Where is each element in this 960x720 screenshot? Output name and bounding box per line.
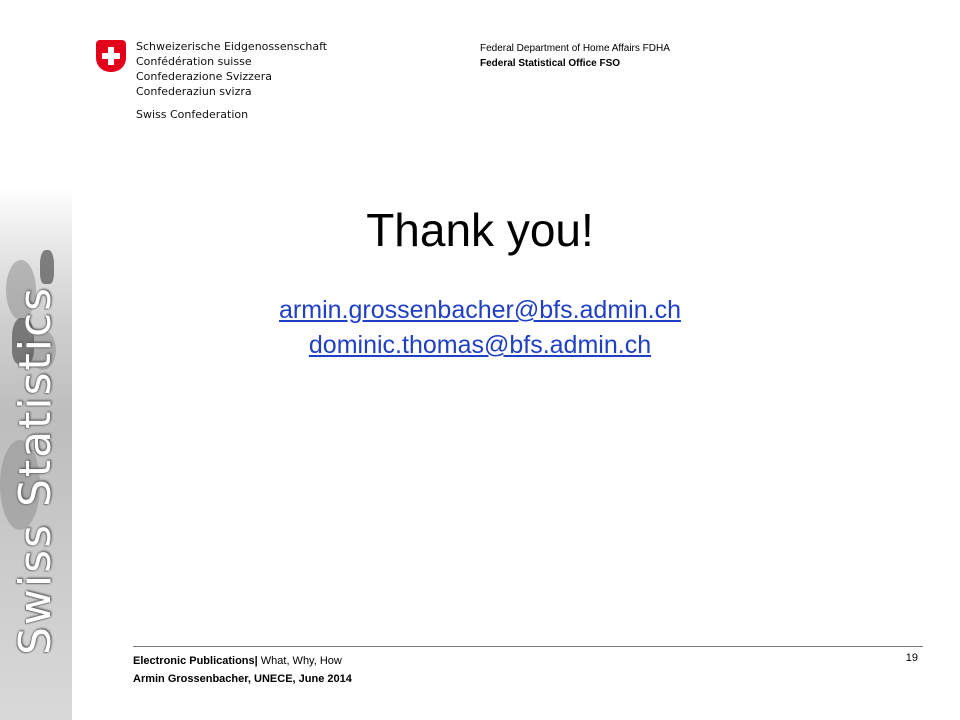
footer-author: Armin Grossenbacher, UNECE, June 2014 [133,673,352,685]
footer-info [133,652,352,688]
email-list [0,293,960,363]
confederation-name-rm: Confederaziun svizra [136,85,252,98]
email-link-dominic[interactable]: dominic.thomas@bfs.admin.ch [308,331,652,359]
department-info [480,41,670,71]
footer-divider [133,646,923,647]
confederation-name-en: Swiss Confederation [136,108,249,121]
footer-title-bold: Electronic Publications| [133,655,258,667]
confederation-name-de: Schweizerische Eidgenossenschaft [136,40,328,53]
office-name: Federal Statistical Office FSO [480,58,621,69]
footer-title-regular: What, Why, How [257,655,342,667]
slide-title: Thank you! [366,204,594,256]
email-link-armin[interactable]: armin.grossenbacher@bfs.admin.ch [279,296,681,324]
page-number: 19 [905,652,918,664]
footer-presentation-title [133,652,352,670]
confederation-names [136,39,327,99]
confederation-name-it: Confederazione Svizzera [136,70,272,83]
department-name: Federal Department of Home Affairs FDHA [480,43,670,54]
side-banner-text: Swiss Statistics [10,285,61,655]
swiss-flag-icon [96,40,126,72]
confederation-name-fr: Confédération suisse [136,55,252,68]
